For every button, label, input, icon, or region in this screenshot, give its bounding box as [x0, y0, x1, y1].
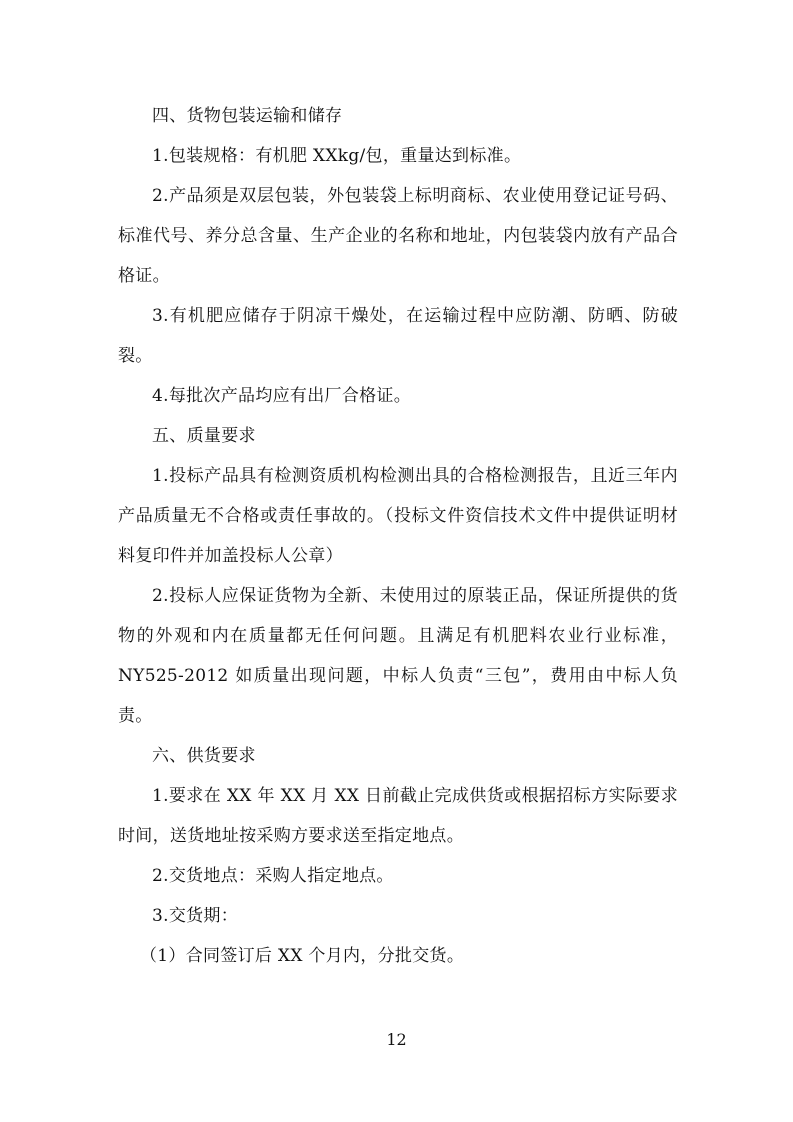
section-heading-quality: 五、质量要求 [152, 426, 256, 446]
paragraph: 2.交货地点：采购人指定地点。 [152, 866, 394, 886]
page-number: 12 [386, 1030, 407, 1049]
paragraph: 1.投标产品具有检测资质机构检测出具的合格检测报告，且近三年内产品质量无不合格或责任事故的。（投标文件资信技术文件中提供证明材料复印件并加盖投标人公章） [118, 466, 678, 566]
section-heading-supply: 六、供货要求 [152, 746, 256, 766]
paragraph: 1.要求在 XX 年 XX 月 XX 日前截止完成供货或根据招标方实际要求时间，送货地址按采购方要求送至指定地点。 [118, 786, 678, 846]
paragraph: 2.投标人应保证货物为全新、未使用过的原装正品，保证所提供的货物的外观和内在质量都无任何问题。且满足有机肥料农业行业标准，NY525-2012 如质量出现问题，中标人负责“三包”，费用由中标人负责。 [118, 586, 678, 726]
paragraph: 2.产品须是双层包装，外包装袋上标明商标、农业使用登记证号码、标准代号、养分总含量、生产企业的名称和地址，内包装袋内放有产品合格证。 [118, 186, 678, 286]
paragraph: 3.交货期： [152, 906, 239, 926]
paragraph: 4.每批次产品均应有出厂合格证。 [152, 386, 412, 406]
paragraph: 1.包装规格：有机肥 XXkg/包，重量达到标准。 [152, 146, 522, 166]
paragraph: （1）合同签订后 XX 个月内，分批交货。 [140, 946, 465, 966]
document-body [118, 96, 678, 976]
section-heading-packaging: 四、货物包装运输和储存 [152, 106, 343, 126]
paragraph: 3.有机肥应储存于阴凉干燥处，在运输过程中应防潮、防晒、防破裂。 [118, 306, 678, 366]
